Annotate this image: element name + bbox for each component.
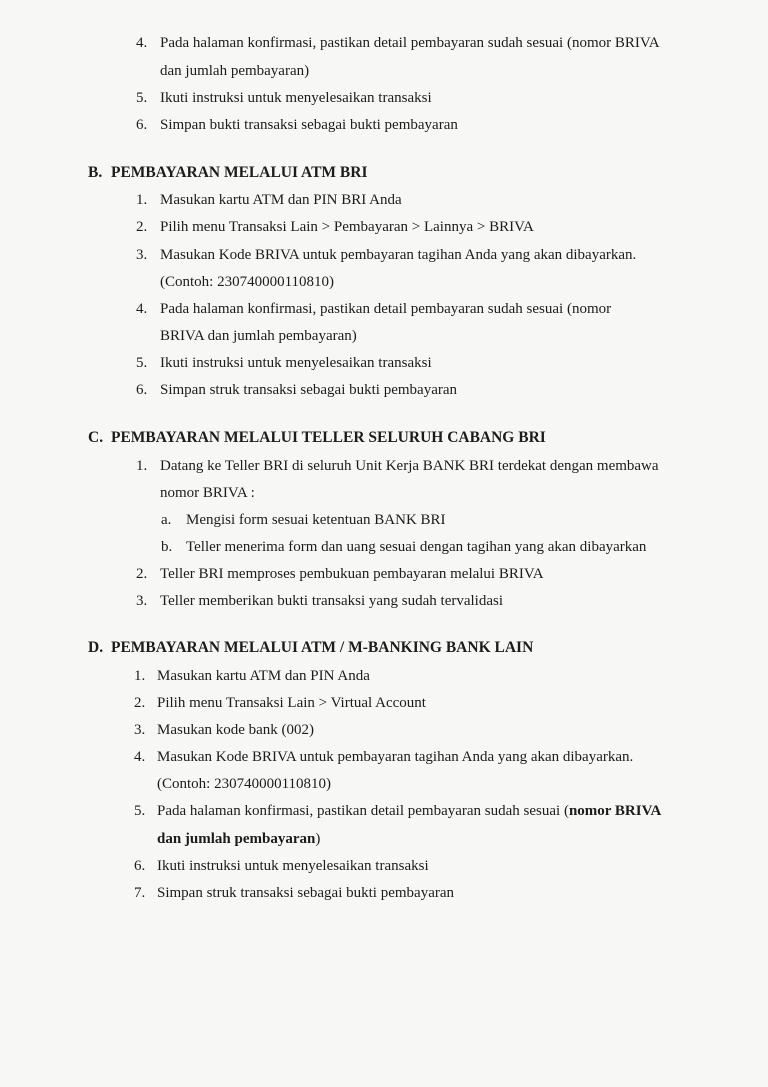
- list-number: 3.: [136, 593, 148, 609]
- text-segment: ): [315, 831, 321, 847]
- list-item-text: Simpan struk transaksi sebagai bukti pembayaran: [157, 885, 455, 901]
- list-item-text: nomor BRIVA :: [160, 485, 255, 501]
- text-segment: Pada halaman konfirmasi, pastikan detail pembayaran sudah sesuai (: [157, 803, 569, 819]
- section-heading: PEMBAYARAN MELALUI ATM / M-BANKING BANK LAIN: [111, 639, 534, 656]
- list-number: 4.: [136, 35, 148, 51]
- list-item-text: Masukan Kode BRIVA untuk pembayaran tagihan Anda yang akan dibayarkan.: [160, 247, 637, 263]
- list-number: 6.: [136, 117, 148, 133]
- list-item-text: Teller BRI memproses pembukuan pembayaran melalui BRIVA: [160, 566, 544, 582]
- list-item-text: Datang ke Teller BRI di seluruh Unit Kerja BANK BRI terdekat dengan membawa: [160, 458, 659, 474]
- list-item-text: Pada halaman konfirmasi, pastikan detail pembayaran sudah sesuai (nomor: [160, 301, 612, 317]
- list-number: 4.: [134, 749, 146, 765]
- list-number: 5.: [134, 803, 146, 819]
- list-item-text: Ikuti instruksi untuk menyelesaikan transaksi: [160, 355, 432, 371]
- list-item-text: Masukan kartu ATM dan PIN BRI Anda: [160, 192, 402, 208]
- section-letter: D.: [88, 639, 104, 656]
- section-heading: PEMBAYARAN MELALUI ATM BRI: [111, 164, 368, 181]
- list-number: 1.: [134, 668, 146, 684]
- list-item-text: Ikuti instruksi untuk menyelesaikan transaksi: [157, 858, 429, 874]
- list-item-text: Ikuti instruksi untuk menyelesaikan transaksi: [160, 90, 432, 106]
- list-item-text: Teller memberikan bukti transaksi yang sudah tervalidasi: [160, 593, 504, 609]
- list-number: 2.: [136, 219, 148, 235]
- section-heading: PEMBAYARAN MELALUI TELLER SELURUH CABANG BRI: [111, 429, 546, 446]
- list-number: 5.: [136, 355, 148, 371]
- list-number: 2.: [134, 695, 146, 711]
- list-number: 6.: [134, 858, 146, 874]
- list-number: 1.: [136, 192, 148, 208]
- list-item-text: Masukan kartu ATM dan PIN Anda: [157, 668, 370, 684]
- list-number: 3.: [134, 722, 146, 738]
- list-number: 4.: [136, 301, 148, 317]
- list-letter: b.: [161, 539, 173, 555]
- bold-text-segment: dan jumlah pembayaran: [157, 831, 316, 847]
- list-item-text: Masukan Kode BRIVA untuk pembayaran tagihan Anda yang akan dibayarkan.: [157, 749, 634, 765]
- list-item-text: Teller menerima form dan uang sesuai dengan tagihan yang akan dibayarkan: [186, 539, 647, 555]
- list-number: 7.: [134, 885, 146, 901]
- bold-text-segment: nomor BRIVA: [568, 803, 662, 819]
- list-item-text: Simpan struk transaksi sebagai bukti pembayaran: [160, 382, 458, 398]
- list-number: 3.: [136, 247, 148, 263]
- list-item-text: Mengisi form sesuai ketentuan BANK BRI: [186, 512, 446, 528]
- list-number: 5.: [136, 90, 148, 106]
- list-item-text: [157, 802, 661, 820]
- list-item-text: Masukan kode bank (002): [157, 722, 315, 738]
- list-item-text: Pada halaman konfirmasi, pastikan detail pembayaran sudah sesuai (nomor BRIVA: [160, 35, 660, 51]
- list-number: 1.: [136, 458, 148, 474]
- section-letter: C.: [88, 429, 104, 446]
- list-item-text: BRIVA dan jumlah pembayaran): [160, 328, 357, 344]
- list-number: 6.: [136, 382, 148, 398]
- list-item-text: Pilih menu Transaksi Lain > Virtual Account: [157, 695, 426, 711]
- list-item-text: Pilih menu Transaksi Lain > Pembayaran > Lainnya > BRIVA: [160, 219, 534, 235]
- list-item-text: Simpan bukti transaksi sebagai bukti pembayaran: [160, 117, 458, 133]
- list-item-text: (Contoh: 230740000110810): [160, 274, 335, 290]
- list-number: 2.: [136, 566, 148, 582]
- list-item-text: (Contoh: 230740000110810): [157, 776, 332, 792]
- section-letter: B.: [88, 164, 103, 181]
- list-letter: a.: [161, 512, 172, 528]
- list-item-text: dan jumlah pembayaran): [160, 63, 310, 79]
- list-item-text: [157, 830, 320, 848]
